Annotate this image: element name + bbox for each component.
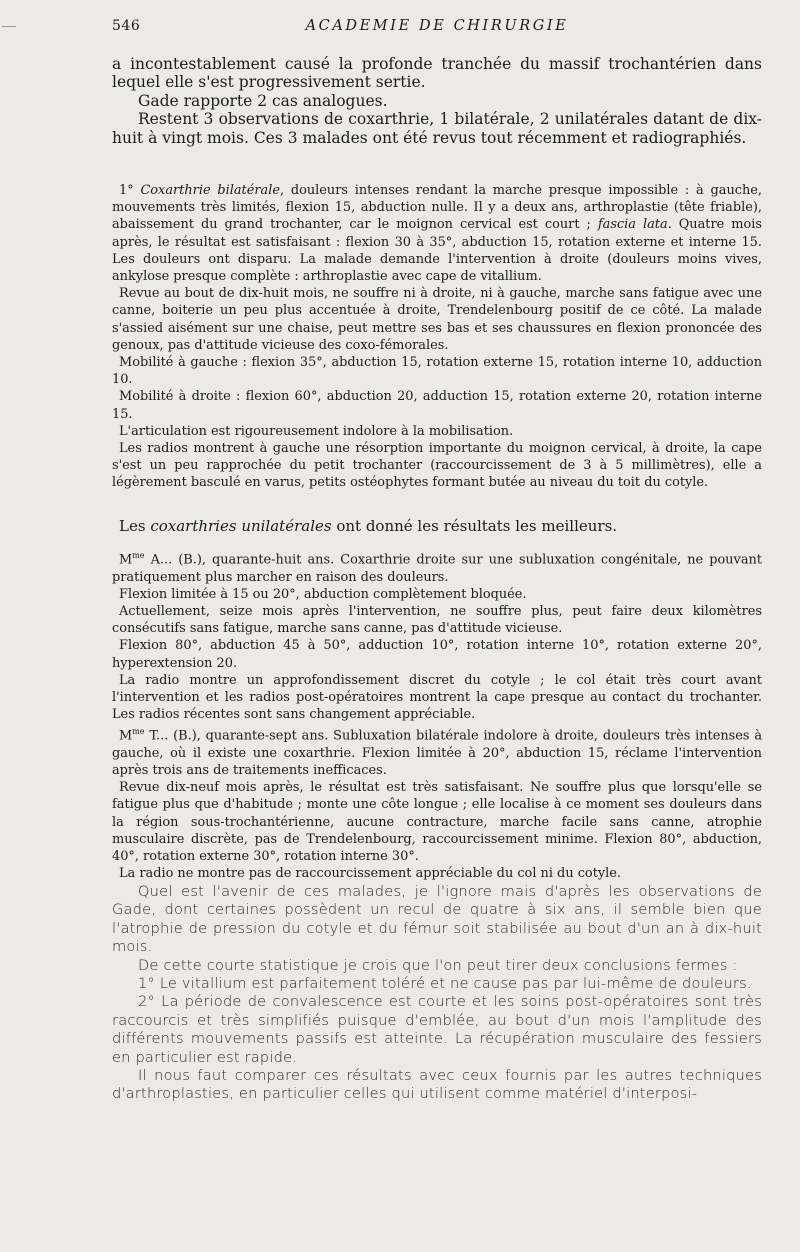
- case-a-paragraph-1: [112, 547, 762, 586]
- page-header: [112, 18, 762, 40]
- case-b-paragraph-2: Revue dix-neuf mois après, le résultat est très satisfaisant. Ne souffre plus que lorsqu'elle se fatigue plus que d'habitude ; monte une côte longue ; elle localise à ce moment ses douleurs dans la région sous-trochantérienne, aucune contracture, marche facile sans canne, atrophie musculaire discrète, pas de Trendelenbourg, raccourcissement minime. Flexion 80°, abduction, 40°, rotation externe 30°, rotation interne 30°.: [112, 780, 762, 865]
- case-bilateral-paragraph-6: Les radios montrent à gauche une résorption importante du moignon cervical, à droite, la cape s'est un peu rapprochée du petit trochanter (raccourcissement de 3 à 5 millimètres), elle a légèrement basculé en varus, petits ostéophytes formant butée au niveau du toit du cotyle.: [112, 441, 762, 491]
- unilateral-heading-block: [112, 517, 762, 535]
- conclusion-paragraph-4: 2° La période de convalescence est courte et les soins post-opératoires sont très raccourcis et très simplifiés puisque d'emblée, au bout d'un mois l'amplitude des différents mouvements passifs est atteinte. La récupération musculaire des fessiers en particulier est rapide.: [112, 993, 762, 1066]
- case-b-sup: me: [132, 727, 145, 737]
- case-a-sup: me: [132, 551, 145, 560]
- unilateral-cases-section: [112, 547, 762, 882]
- case-a-text: A... (B.), quarante-huit ans. Coxarthrie droite sur une subluxation congénitale, ne pouvant pratiquement plus marcher en raison des douleurs.: [112, 552, 762, 585]
- unilateral-heading: [112, 517, 762, 535]
- intro-paragraph-3: Restent 3 observations de coxarthrie, 1 bilatérale, 2 unilatérales datant de dix-huit à vingt mois. Ces 3 malades ont été revus tout récemment et radiographiés.: [112, 110, 762, 147]
- intro-section: [112, 55, 762, 147]
- case-bilateral-paragraph-4: Mobilité à droite : flexion 60°, abduction 20, adduction 15, rotation externe 20, rotation interne 15.: [112, 389, 762, 422]
- case-bilateral-paragraph-2: Revue au bout de dix-huit mois, ne souffre ni à droite, ni à gauche, marche sans fatigue avec une canne, boiterie un peu plus accentuée à droite, Trendelenbourg positif de ce côté. La malade s'assied aisément sur une chaise, peut mettre ses bas et ses chaussures en flexion prononcée des genoux, pas d'attitude vicieuse des coxo-fémorales.: [112, 286, 762, 353]
- case-a-title: M: [119, 552, 133, 568]
- case-b-paragraph-3: La radio ne montre pas de raccourcissement appréciable du col ni du cotyle.: [119, 866, 622, 882]
- conclusion-paragraph-3: 1° Le vitallium est parfaitement toléré et ne cause pas par lui-même de douleurs.: [138, 975, 752, 993]
- margin-mark: [2, 26, 16, 27]
- case-bilateral-text-a: , douleurs intenses rendant la marche presque impossible : à gauche, mouvements très limités, flexion 15, abduction nulle. Il y a deux ans, arthroplastie (tête friable), abaissement du grand trochanter, car le moignon cervical est court ;: [112, 183, 762, 233]
- conclusion-paragraph-2: De cette courte statistique je crois que l'on peut tirer deux conclusions fermes :: [138, 956, 738, 974]
- case-bilateral-paragraph-3: Mobilité à gauche : flexion 35°, abduction 15, rotation externe 15, rotation interne 10, adduction 10.: [112, 355, 762, 388]
- conclusion-paragraph-5: Il nous faut comparer ces résultats avec ceux fournis par les autres techniques d'arthroplasties, en particulier celles qui utilisent comme matériel d'interposi-: [112, 1067, 762, 1103]
- running-head: ACADEMIE DE CHIRURGIE: [305, 18, 569, 34]
- case-bilateral-fascia: fascia lata: [597, 217, 668, 233]
- intro-paragraph-1: a incontestablement causé la profonde tranchée du massif trochantérien dans lequel elle s'est progressivement sertie.: [112, 55, 762, 92]
- unilateral-heading-em: coxarthries unilatérales: [150, 517, 332, 535]
- case-bilateral-paragraph-5: L'articulation est rigoureusement indolore à la mobilisation.: [119, 423, 514, 439]
- unilateral-heading-text-a: Les: [119, 517, 151, 535]
- case-bilateral-section: [112, 182, 762, 492]
- case-a-paragraph-2: Flexion limitée à 15 ou 20°, abduction complètement bloquée.: [119, 586, 527, 602]
- case-a-paragraph-3: Actuellement, seize mois après l'intervention, ne souffre plus, peut faire deux kilomètres consécutifs sans fatigue, marche sans canne, pas d'attitude vicieuse.: [112, 603, 762, 637]
- unilateral-heading-text-b: ont donné les résultats les meilleurs.: [331, 517, 618, 535]
- conclusion-section: [112, 883, 762, 1104]
- case-b-text: T... (B.), quarante-sept ans. Subluxation bilatérale indolore à droite, douleurs très intenses à gauche, où il existe une coxarthrie. Flexion limitée à 20°, abduction 15, réclame l'intervention après trois ans de traitements inefficaces.: [112, 728, 762, 779]
- case-a-paragraph-5: La radio montre un approfondissement discret du cotyle ; le col était très court avant l'intervention et les radios post-opératoires montrent la cape presque au contact du trochanter. Les radios récentes sont sans changement appréciable.: [112, 672, 762, 723]
- intro-paragraph-2: Gade rapporte 2 cas analogues.: [138, 91, 388, 110]
- case-b-title: M: [119, 728, 133, 744]
- case-bilateral-title: Coxarthrie bilatérale: [140, 183, 280, 198]
- case-bilateral-text-b: . Quatre mois après, le résultat est satisfaisant : flexion 30 à 35°, abduction 15, rotation externe et interne 15. Les douleurs ont disparu. La malade demande l'intervention à droite (douleurs moins vives, ankylose presque complète : arthroplastie avec cape de vitallium.: [112, 217, 762, 285]
- case-bilateral-paragraph-1: [112, 182, 762, 285]
- case-a-paragraph-4: Flexion 80°, abduction 45 à 50°, adduction 10°, rotation interne 10°, rotation externe 20°, hyperextension 20.: [112, 638, 762, 671]
- page-number: 546: [112, 18, 141, 34]
- conclusion-paragraph-1: Quel est l'avenir de ces malades, je l'ignore mais d'après les observations de Gade, dont certaines possèdent un recul de quatre à six ans, il semble bien que l'atrophie de pression du cotyle et du fémur soit stabilisée au bout d'un an à dix-huit mois.: [112, 883, 762, 956]
- case-b-paragraph-1: [112, 723, 762, 779]
- case-bilateral-number: 1°: [119, 183, 134, 198]
